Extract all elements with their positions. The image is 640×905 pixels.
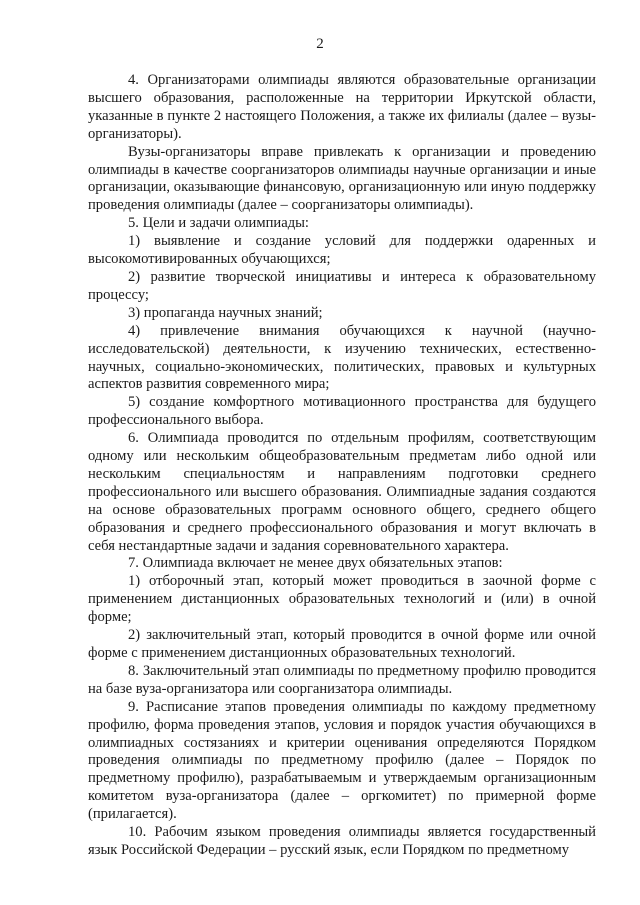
paragraph-8-final-stage: 8. Заключительный этап олимпиады по предметному профилю проводится на базе вуза-организатора или соорганизатора олимпиады.: [88, 662, 596, 697]
goal-item-2: 2) развитие творческой инициативы и интереса к образовательному процессу;: [88, 268, 596, 303]
paragraph-7-stages-heading: 7. Олимпиада включает не менее двух обязательных этапов:: [128, 555, 503, 572]
goal-item-4: 4) привлечение внимания обучающихся к научной (научно-исследовательской) деятельности, к изучению технических, естественно-научных, социально-экономических, политических, правовых и культурных аспектов развития современного мира;: [88, 322, 596, 393]
paragraph-9-schedule: 9. Расписание этапов проведения олимпиады по каждому предметному профилю, форма проведения этапов, условия и порядок участия обучающихся в олимпиадных состязаниях и критерии оценивания определяются Порядком проведения олимпиады по предметному профилю (далее – Порядок по предметному профилю), разрабатываемым и утверждаемым организационным комитетом вуза-организатора (далее – оргкомитет) по примерной форме (прилагается).: [88, 698, 596, 823]
page-number: 2: [316, 36, 324, 52]
document-body: [88, 72, 596, 860]
paragraph-co-organizers: Вузы-организаторы вправе привлекать к организации и проведению олимпиады в качестве соорганизаторов олимпиады научные организации и иные организации, оказывающие финансовую, организационную или иную поддержку проведения олимпиады (далее – соорганизаторы олимпиады).: [88, 143, 596, 214]
stage-item-1: 1) отборочный этап, который может проводиться в заочной форме с применением дистанционных образовательных технологий и (или) в очной форме;: [88, 573, 596, 626]
goal-item-3: 3) пропаганда научных знаний;: [128, 304, 323, 321]
stage-item-2: 2) заключительный этап, который проводится в очной форме или очной форме с применением дистанционных образовательных технологий.: [88, 627, 596, 661]
paragraph-10-language: 10. Рабочим языком проведения олимпиады является государственный язык Российской Федерации – русский язык, если Порядком по предметному: [88, 824, 596, 858]
paragraph-4-organizers: 4. Организаторами олимпиады являются образовательные организации высшего образования, расположенные на территории Иркутской области, указанные в пункте 2 настоящего Положения, а также их филиалы (далее – вузы-организаторы).: [88, 72, 596, 142]
goal-item-1: 1) выявление и создание условий для поддержки одаренных и высокомотивированных обучающихся;: [88, 233, 596, 268]
goal-item-5: 5) создание комфортного мотивационного пространства для будущего профессионального выбора.: [88, 394, 596, 429]
paragraph-5-goals-heading: 5. Цели и задачи олимпиады:: [128, 215, 309, 232]
paragraph-6-profiles: 6. Олимпиада проводится по отдельным профилям, соответствующим одному или нескольким общеобразовательным предметам либо одной или нескольким специальностям и направлениям подготовки среднего профессионального или высшего образования. Олимпиадные задания создаются на основе образовательных программ основного общего, среднего общего образования и среднего профессионального образования и могут включать в себя нестандартные задачи и задания соревновательного характера.: [88, 430, 596, 554]
